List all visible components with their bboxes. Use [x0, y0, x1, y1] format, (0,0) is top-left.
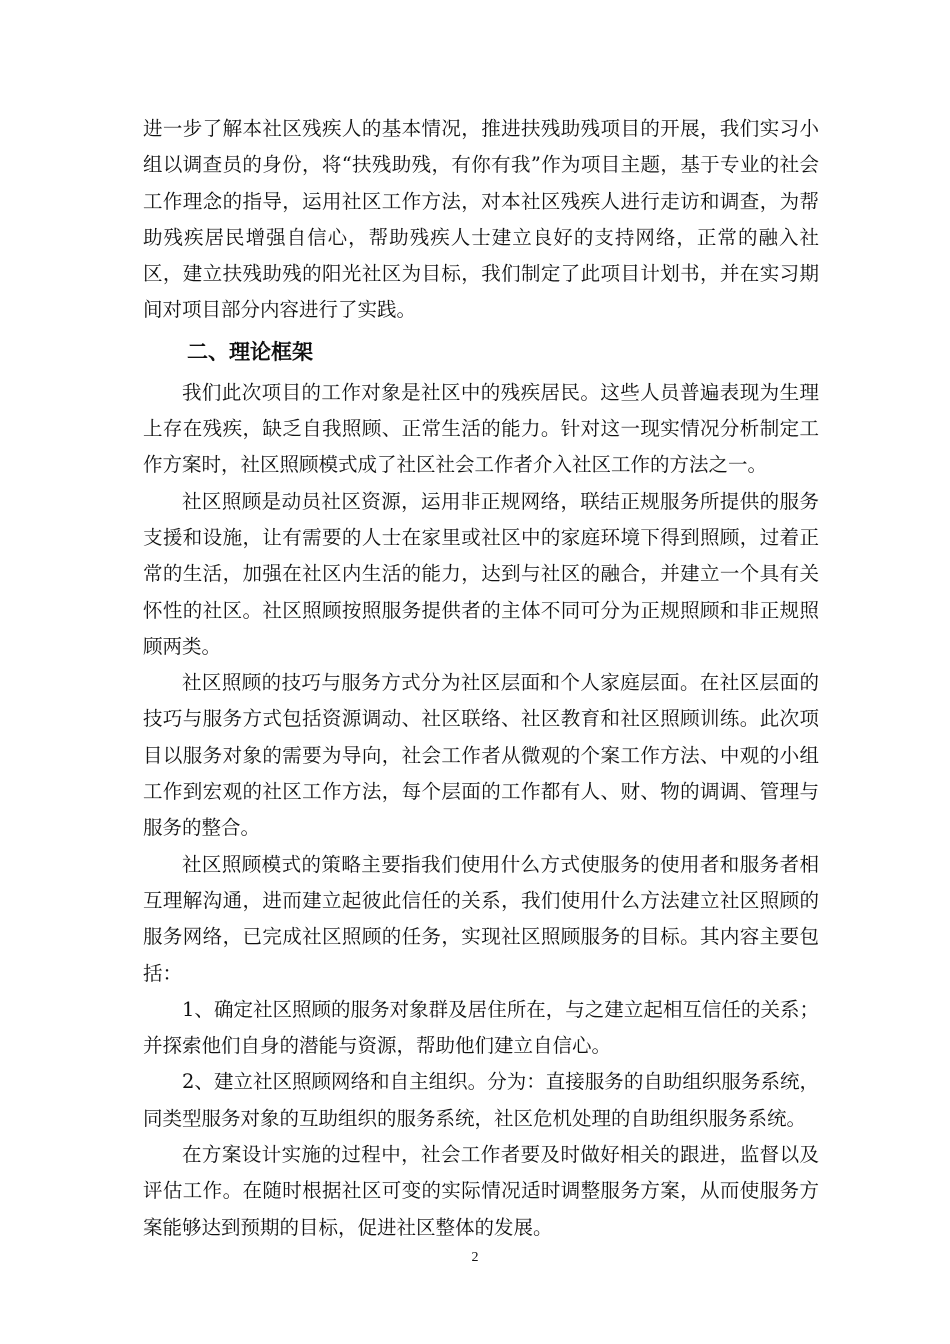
- section-heading: 二、理论框架: [187, 339, 313, 364]
- page-body: [143, 111, 819, 1246]
- body-paragraph: 社区照顾模式的策略主要指我们使用什么方式使服务的使用者和服务者相互理解沟通，进而建立起彼此信任的关系，我们使用什么方法建立社区照顾的服务网络，已完成社区照顾的任务，实现社区照顾服务的目标。其内容主要包括：: [143, 852, 819, 985]
- body-paragraph: 社区照顾是动员社区资源，运用非正规网络，联结正规服务所提供的服务支援和设施，让有需要的人士在家里或社区中的家庭环境下得到照顾，过着正常的生活，加强在社区内生活的能力，达到与社区的融合，并建立一个具有关怀性的社区。社区照顾按照服务提供者的主体不同可分为正规照顾和非正规照顾两类。: [143, 489, 819, 658]
- intro-paragraph: 进一步了解本社区残疾人的基本情况，推进扶残助残项目的开展，我们实习小组以调查员的身份，将“扶残助残，有你有我”作为项目主题，基于专业的社会工作理念的指导，运用社区工作方法，对本社区残疾人进行走访和调查，为帮助残疾居民增强自信心，帮助残疾人士建立良好的支持网络，正常的融入社区，建立扶残助残的阳光社区为目标，我们制定了此项目计划书，并在实习期间对项目部分内容进行了实践。: [143, 117, 819, 322]
- body-paragraph: 我们此次项目的工作对象是社区中的残疾居民。这些人员普遍表现为生理上存在残疾，缺乏自我照顾、正常生活的能力。针对这一现实情况分析制定工作方案时，社区照顾模式成了社区社会工作者介入社区工作的方法之一。: [143, 380, 819, 477]
- body-paragraph: 社区照顾的技巧与服务方式分为社区层面和个人家庭层面。在社区层面的技巧与服务方式包括资源调动、社区联络、社区教育和社区照顾训练。此次项目以服务对象的需要为导向，社会工作者从微观的个案工作方法、中观的小组工作到宏观的社区工作方法，每个层面的工作都有人、财、物的调调、管理与服务的整合。: [143, 671, 819, 840]
- list-item: 1、确定社区照顾的服务对象群及居住所在，与之建立起相互信任的关系；并探索他们自身的潜能与资源，帮助他们建立自信心。: [143, 997, 819, 1058]
- body-paragraph: 在方案设计实施的过程中，社会工作者要及时做好相关的跟进，监督以及评估工作。在随时根据社区可变的实际情况适时调整服务方案，从而使服务方案能够达到预期的目标，促进社区整体的发展。: [143, 1143, 819, 1239]
- page-number: 2: [471, 1250, 479, 1265]
- list-item: 2、建立社区照顾网络和自主组织。分为：直接服务的自助组织服务系统，同类型服务对象的互助组织的服务系统，社区危机处理的自助组织服务系统。: [143, 1070, 819, 1130]
